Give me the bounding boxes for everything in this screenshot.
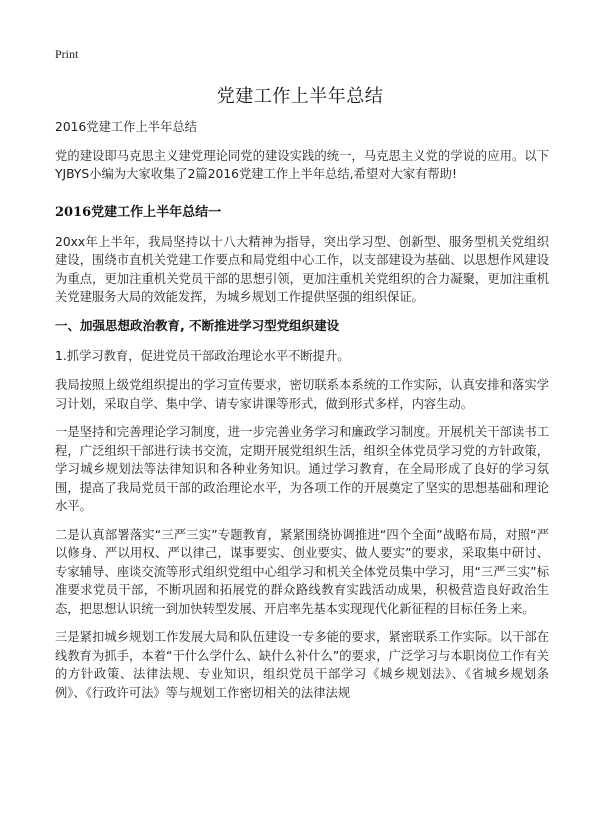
- intro-paragraph: 党的建设即马克思主义建党理论同党的建设实践的统一，马克思主义党的学说的应用。以下YJBYS小编为大家收集了2篇2016党建工作上半年总结,希望对大家有帮助!: [55, 148, 549, 181]
- paragraph-5: 三是紧扣城乡规划工作发展大局和队伍建设一专多能的要求，紧密联系工作实际。以干部在线教育为抓手，本着“干什么学什么、缺什么补什么”的要求，广泛学习与本职岗位工作有关的方针政策、法律法规、专业知识，组织党员干部学习《城乡规划法》、《省城乡规划条例》、《行政许可法》等与规划工作密切相关的法律法规: [55, 630, 549, 700]
- subheading-1: 1.抓学习教育，促进党员干部政治理论水平不断提升。: [55, 348, 350, 363]
- print-link[interactable]: Print: [55, 47, 79, 61]
- paragraph-2: 我局按照上级党组织提出的学习宣传要求，密切联系本系统的工作实际，认真安排和落实学习计划，采取自学、集中学、请专家讲课等形式，做到形式多样，内容生动。: [55, 378, 549, 411]
- heading-1: 一、加强思想政治教育, 不断推进学习型党组织建设: [55, 317, 340, 333]
- document-body: [55, 118, 549, 712]
- paragraph-4: 二是认真部署落实“三严三实”专题教育，紧紧围绕协调推进“四个全面”战略布局，对照“严以修身、严以用权、严以律己，谋事要实、创业要实、做人要实”的要求，采取集中研讨、专家辅导、座谈交流等形式组织党组中心组学习和机关全体党员集中学习，用“三严三实”标准要求党员干部，不断巩固和拓展党的群众路线教育实践活动成果，积极营造良好政治生态，把思想认识统一到加快转型发展、开启率先基本实现现代化新征程的目标任务上来。: [55, 527, 549, 616]
- paragraph-3: 一是坚持和完善理论学习制度，进一步完善业务学习和廉政学习制度。开展机关干部读书工程，广泛组织干部进行读书交流，定期开展党组织生活，组织全体党员学习党的方针政策，学习城乡规划法等法律知识和各种业务知识。通过学习教育，在全局形成了良好的学习氛围，提高了我局党员干部的政治理论水平，为各项工作的开展奠定了坚实的思想基础和理论水平。: [55, 425, 549, 513]
- paragraph-1: 20xx年上半年，我局坚持以十八大精神为指导，突出学习型、创新型、服务型机关党组织建设，围绕市直机关党建工作要点和局党组中心工作，以支部建设为基础、以思想作风建设为重点，更加注重机关党员干部的思想引领，更加注重机关党组织的合力凝聚，更加注重机关党建服务大局的效能发挥，为城乡规划工作提供坚强的组织保证。: [55, 234, 549, 304]
- document-title: 党建工作上半年总结: [216, 86, 384, 107]
- document-subtitle: 2016党建工作上半年总结: [55, 120, 197, 134]
- section-heading: 2016党建工作上半年总结一: [55, 204, 222, 220]
